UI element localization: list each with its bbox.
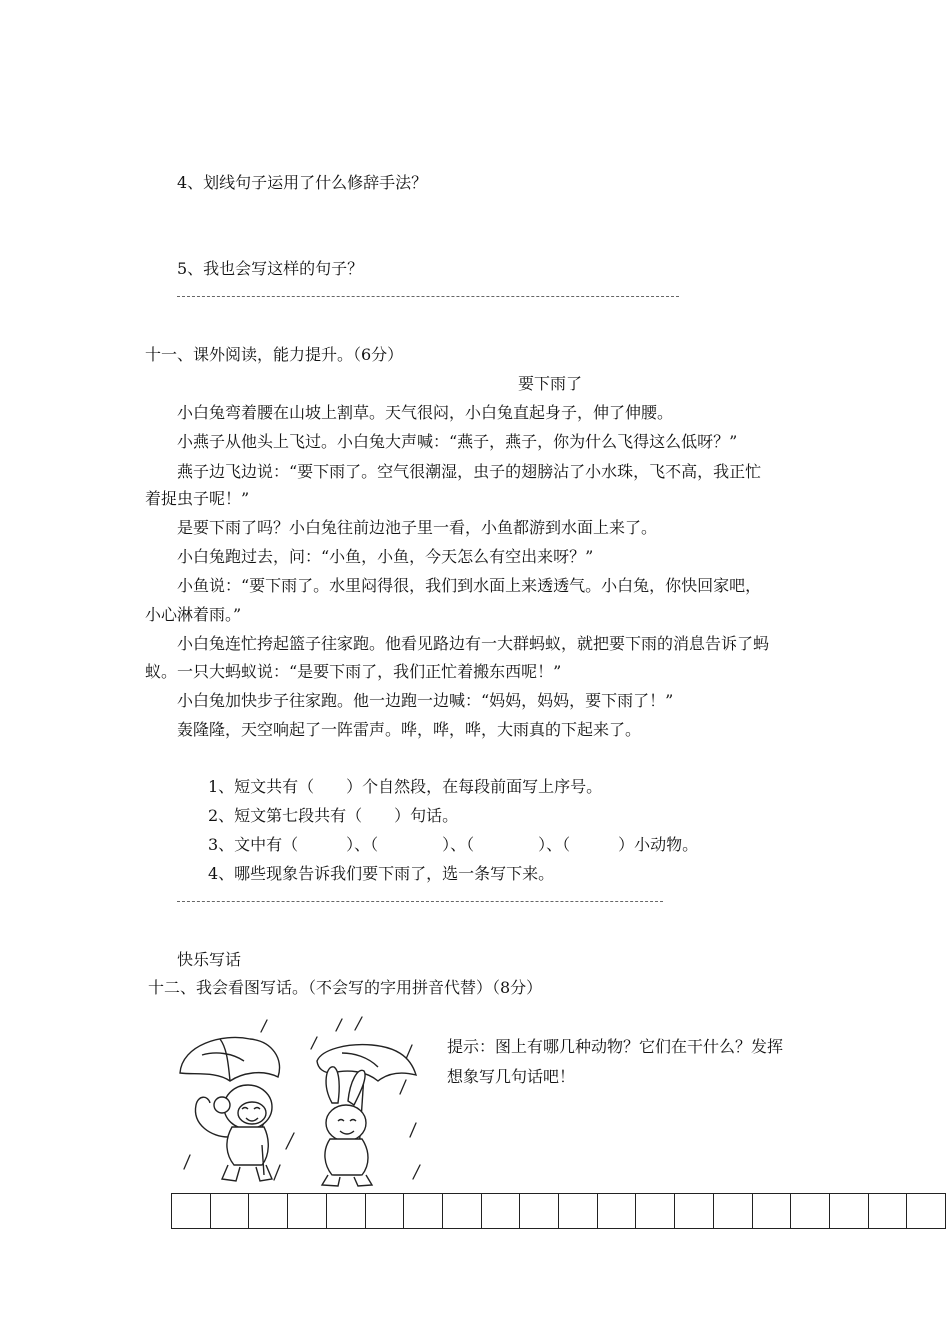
grid-cell[interactable] [791,1194,830,1228]
story-title: 要下雨了 [518,374,583,393]
question-5-write-sentence: 5、我也会写这样的句子？ [177,259,364,278]
grid-cell[interactable] [598,1194,637,1228]
grid-cell[interactable] [288,1194,327,1228]
grid-cell[interactable] [869,1194,908,1228]
story-line: 燕子边飞边说：“要下雨了。空气很潮湿，虫子的翅膀沾了小水珠，飞不高，我正忙 [177,462,762,481]
story-line: 小心淋着雨。” [145,605,242,624]
grid-cell[interactable] [327,1194,366,1228]
grid-cell[interactable] [520,1194,559,1228]
story-line: 小鱼说：“要下雨了。水里闷得很，我们到水面上来透透气。小白兔，你快回家吧， [177,576,762,595]
section-11-heading: 十一、课外阅读，能力提升。（6分） [145,345,404,364]
writing-grid[interactable] [171,1193,946,1229]
grid-cell[interactable] [443,1194,482,1228]
rain-animals-illustration [172,1015,434,1190]
story-line: 小白兔弯着腰在山坡上割草。天气很闷，小白兔直起身子，伸了伸腰。 [177,403,674,422]
story-line: 小燕子从他头上飞过。小白兔大声喊：“燕子，燕子，你为什么飞得这么低呀？” [177,432,738,451]
leaf-umbrella-icon [180,1037,280,1081]
grid-cell[interactable] [753,1194,792,1228]
hint-text-2: 想象写几句话吧！ [447,1067,576,1086]
grid-cell[interactable] [675,1194,714,1228]
writing-label: 快乐写话 [177,950,242,969]
grid-cell[interactable] [366,1194,405,1228]
answer-line [177,901,663,902]
reading-question-3: 3、文中有（ ）、（ ）、（ ）、（ ）小动物。 [208,835,699,854]
story-line: 小白兔加快步子往家跑。他一边跑一边喊：“妈妈，妈妈，要下雨了！” [177,691,674,710]
story-line: 小白兔连忙挎起篮子往家跑。他看见路边有一大群蚂蚁，就把要下雨的消息告诉了蚂 [177,634,770,653]
story-line: 着捉虫子呢！” [145,489,250,508]
grid-cell[interactable] [172,1194,211,1228]
monkey-icon [195,1085,272,1181]
question-4-rhetoric: 4、划线句子运用了什么修辞手法？ [177,173,428,192]
grid-cell[interactable] [559,1194,598,1228]
story-line: 小白兔跑过去，问：“小鱼，小鱼，今天怎么有空出来呀？” [177,547,594,566]
section-12-heading: 十二、我会看图写话。（不会写的字用拼音代替）（8分） [148,978,543,997]
reading-question-1: 1、短文共有（ ）个自然段，在每段前面写上序号。 [208,777,603,796]
hint-text: 提示：图上有哪几种动物？它们在干什么？发挥 [447,1037,784,1056]
reading-question-4: 4、哪些现象告诉我们要下雨了，选一条写下来。 [208,864,555,883]
grid-cell[interactable] [714,1194,753,1228]
grid-cell[interactable] [404,1194,443,1228]
grid-cell[interactable] [211,1194,250,1228]
grid-cell[interactable] [249,1194,288,1228]
rabbit-icon [322,1067,372,1186]
story-line: 轰隆隆，天空响起了一阵雷声。哗，哗，哗，大雨真的下起来了。 [177,720,642,739]
grid-cell[interactable] [830,1194,869,1228]
grid-cell[interactable] [636,1194,675,1228]
answer-line [177,296,679,297]
story-line: 蚁。一只大蚂蚁说：“是要下雨了，我们正忙着搬东西呢！” [145,662,562,681]
story-line: 是要下雨了吗？小白兔往前边池子里一看，小鱼都游到水面上来了。 [177,518,658,537]
grid-cell[interactable] [482,1194,521,1228]
grid-cell[interactable] [907,1194,945,1228]
reading-question-2: 2、短文第七段共有（ ）句话。 [208,806,459,825]
